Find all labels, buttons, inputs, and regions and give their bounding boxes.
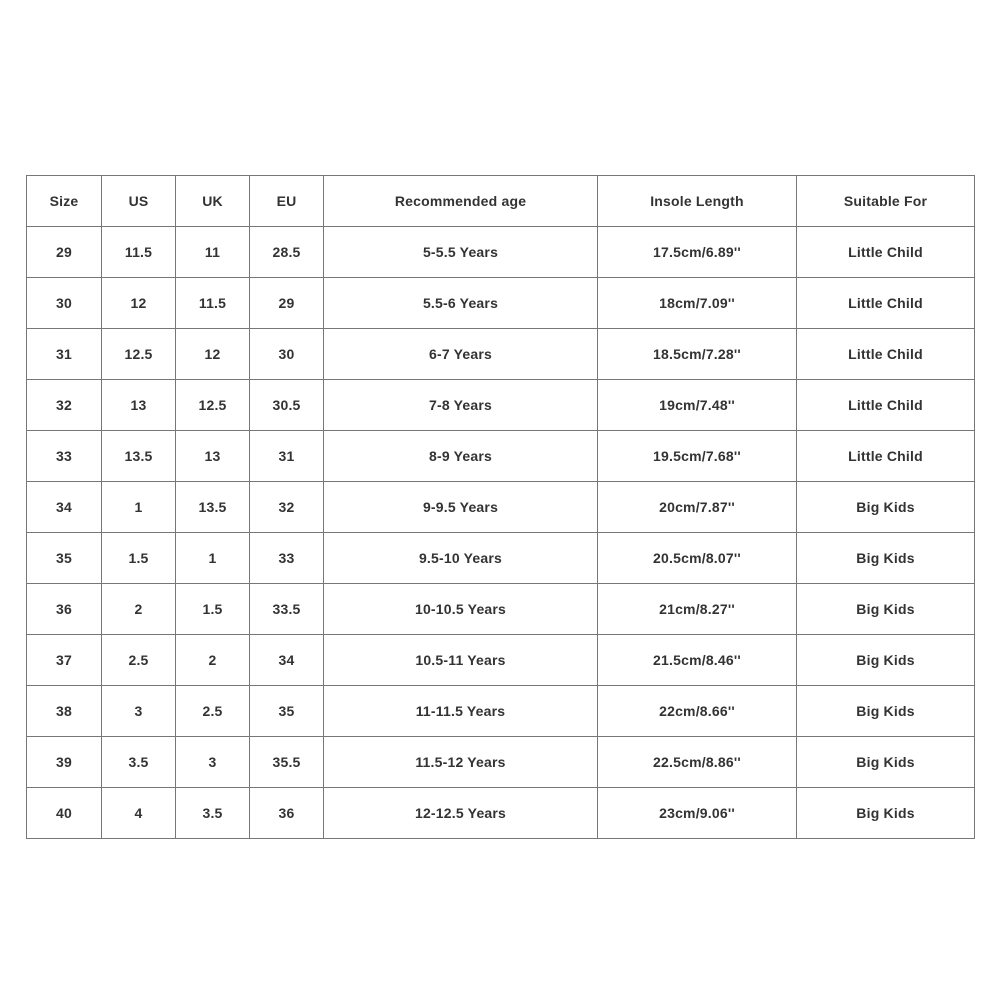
table-row bbox=[27, 431, 975, 482]
cell-suitable-for: Big Kids bbox=[797, 686, 975, 737]
cell-insole-length: 19.5cm/7.68'' bbox=[598, 431, 797, 482]
cell-uk: 3.5 bbox=[176, 788, 250, 839]
cell-suitable-for: Big Kids bbox=[797, 533, 975, 584]
header-suitable-for: Suitable For bbox=[797, 176, 975, 227]
cell-suitable-for: Big Kids bbox=[797, 482, 975, 533]
cell-eu: 33 bbox=[250, 533, 324, 584]
cell-size: 35 bbox=[27, 533, 102, 584]
cell-us: 3.5 bbox=[102, 737, 176, 788]
cell-us: 2.5 bbox=[102, 635, 176, 686]
cell-uk: 1.5 bbox=[176, 584, 250, 635]
cell-eu: 35 bbox=[250, 686, 324, 737]
cell-suitable-for: Little Child bbox=[797, 278, 975, 329]
cell-recommended-age: 6-7 Years bbox=[324, 329, 598, 380]
cell-size: 36 bbox=[27, 584, 102, 635]
cell-recommended-age: 12-12.5 Years bbox=[324, 788, 598, 839]
cell-size: 40 bbox=[27, 788, 102, 839]
cell-uk: 3 bbox=[176, 737, 250, 788]
cell-eu: 29 bbox=[250, 278, 324, 329]
cell-size: 34 bbox=[27, 482, 102, 533]
cell-suitable-for: Little Child bbox=[797, 227, 975, 278]
cell-uk: 2.5 bbox=[176, 686, 250, 737]
table-header bbox=[27, 176, 975, 227]
cell-uk: 1 bbox=[176, 533, 250, 584]
cell-recommended-age: 11-11.5 Years bbox=[324, 686, 598, 737]
header-us: US bbox=[102, 176, 176, 227]
header-insole-length: Insole Length bbox=[598, 176, 797, 227]
cell-eu: 30.5 bbox=[250, 380, 324, 431]
cell-recommended-age: 5.5-6 Years bbox=[324, 278, 598, 329]
cell-recommended-age: 7-8 Years bbox=[324, 380, 598, 431]
table-row bbox=[27, 227, 975, 278]
cell-us: 11.5 bbox=[102, 227, 176, 278]
header-row bbox=[27, 176, 975, 227]
cell-suitable-for: Little Child bbox=[797, 431, 975, 482]
table-row bbox=[27, 635, 975, 686]
cell-us: 4 bbox=[102, 788, 176, 839]
cell-us: 1 bbox=[102, 482, 176, 533]
header-recommended-age: Recommended age bbox=[324, 176, 598, 227]
cell-us: 13.5 bbox=[102, 431, 176, 482]
cell-recommended-age: 11.5-12 Years bbox=[324, 737, 598, 788]
cell-eu: 36 bbox=[250, 788, 324, 839]
cell-us: 12.5 bbox=[102, 329, 176, 380]
table-row bbox=[27, 380, 975, 431]
cell-size: 32 bbox=[27, 380, 102, 431]
table-body bbox=[27, 227, 975, 839]
cell-uk: 12.5 bbox=[176, 380, 250, 431]
table-row bbox=[27, 584, 975, 635]
cell-insole-length: 21.5cm/8.46'' bbox=[598, 635, 797, 686]
cell-insole-length: 22cm/8.66'' bbox=[598, 686, 797, 737]
cell-size: 39 bbox=[27, 737, 102, 788]
cell-insole-length: 17.5cm/6.89'' bbox=[598, 227, 797, 278]
cell-suitable-for: Big Kids bbox=[797, 788, 975, 839]
table-row bbox=[27, 533, 975, 584]
cell-uk: 11 bbox=[176, 227, 250, 278]
cell-uk: 13.5 bbox=[176, 482, 250, 533]
cell-size: 31 bbox=[27, 329, 102, 380]
cell-recommended-age: 10-10.5 Years bbox=[324, 584, 598, 635]
cell-eu: 31 bbox=[250, 431, 324, 482]
cell-suitable-for: Little Child bbox=[797, 329, 975, 380]
header-size: Size bbox=[27, 176, 102, 227]
cell-uk: 12 bbox=[176, 329, 250, 380]
cell-us: 13 bbox=[102, 380, 176, 431]
table-row bbox=[27, 329, 975, 380]
cell-size: 37 bbox=[27, 635, 102, 686]
cell-eu: 35.5 bbox=[250, 737, 324, 788]
cell-insole-length: 20cm/7.87'' bbox=[598, 482, 797, 533]
cell-uk: 13 bbox=[176, 431, 250, 482]
cell-eu: 34 bbox=[250, 635, 324, 686]
cell-insole-length: 22.5cm/8.86'' bbox=[598, 737, 797, 788]
cell-suitable-for: Big Kids bbox=[797, 737, 975, 788]
cell-recommended-age: 9.5-10 Years bbox=[324, 533, 598, 584]
cell-size: 38 bbox=[27, 686, 102, 737]
cell-recommended-age: 10.5-11 Years bbox=[324, 635, 598, 686]
cell-eu: 32 bbox=[250, 482, 324, 533]
cell-eu: 33.5 bbox=[250, 584, 324, 635]
cell-insole-length: 19cm/7.48'' bbox=[598, 380, 797, 431]
cell-suitable-for: Big Kids bbox=[797, 584, 975, 635]
cell-suitable-for: Little Child bbox=[797, 380, 975, 431]
cell-recommended-age: 9-9.5 Years bbox=[324, 482, 598, 533]
cell-recommended-age: 5-5.5 Years bbox=[324, 227, 598, 278]
cell-uk: 2 bbox=[176, 635, 250, 686]
table-row bbox=[27, 482, 975, 533]
cell-eu: 28.5 bbox=[250, 227, 324, 278]
cell-eu: 30 bbox=[250, 329, 324, 380]
table-row bbox=[27, 788, 975, 839]
table-row bbox=[27, 278, 975, 329]
cell-suitable-for: Big Kids bbox=[797, 635, 975, 686]
cell-us: 3 bbox=[102, 686, 176, 737]
cell-us: 12 bbox=[102, 278, 176, 329]
cell-size: 30 bbox=[27, 278, 102, 329]
cell-insole-length: 21cm/8.27'' bbox=[598, 584, 797, 635]
table-row bbox=[27, 737, 975, 788]
cell-recommended-age: 8-9 Years bbox=[324, 431, 598, 482]
header-eu: EU bbox=[250, 176, 324, 227]
cell-size: 33 bbox=[27, 431, 102, 482]
cell-us: 1.5 bbox=[102, 533, 176, 584]
cell-us: 2 bbox=[102, 584, 176, 635]
cell-insole-length: 20.5cm/8.07'' bbox=[598, 533, 797, 584]
cell-insole-length: 18.5cm/7.28'' bbox=[598, 329, 797, 380]
table-row bbox=[27, 686, 975, 737]
size-chart-table bbox=[26, 175, 975, 839]
cell-insole-length: 18cm/7.09'' bbox=[598, 278, 797, 329]
header-uk: UK bbox=[176, 176, 250, 227]
cell-insole-length: 23cm/9.06'' bbox=[598, 788, 797, 839]
cell-uk: 11.5 bbox=[176, 278, 250, 329]
cell-size: 29 bbox=[27, 227, 102, 278]
